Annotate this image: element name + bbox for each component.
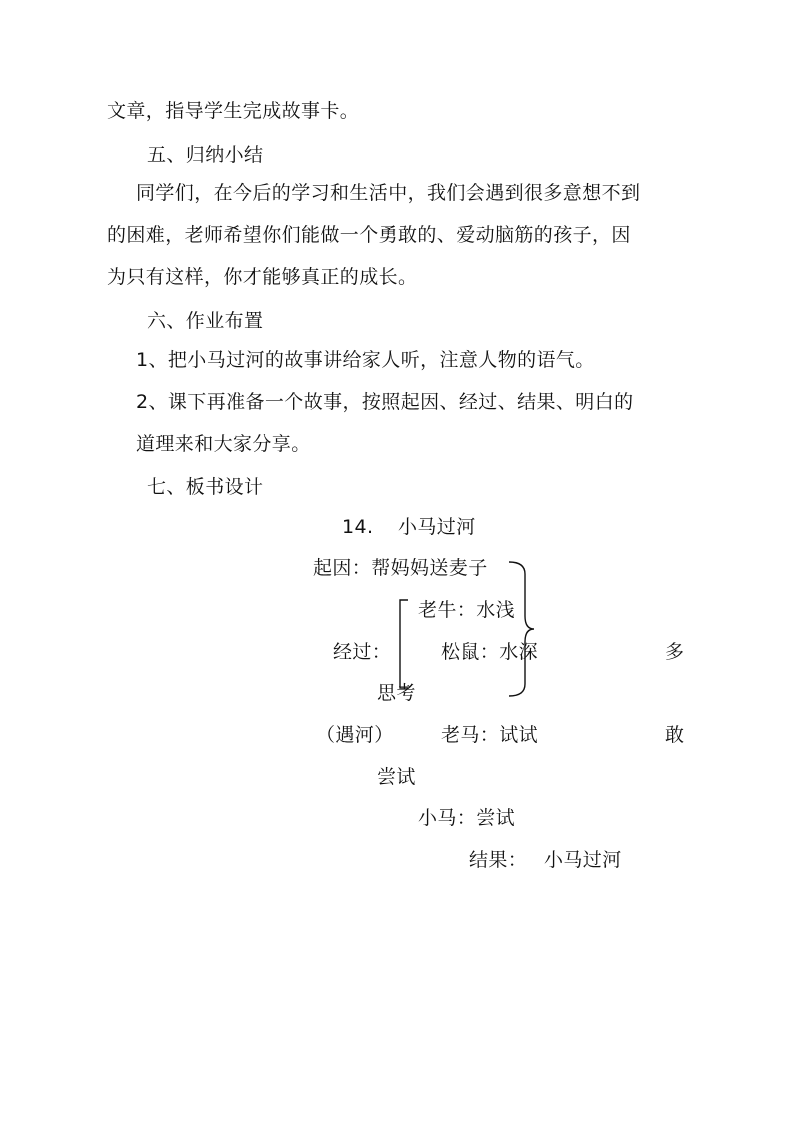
board-process-label: 经过： bbox=[333, 641, 392, 663]
board-gan: 敢 bbox=[665, 724, 685, 746]
section-heading-board-design: 七、板书设计 bbox=[147, 476, 264, 498]
board-cause: 起因：帮妈妈送麦子 bbox=[313, 557, 488, 579]
left-bracket bbox=[396, 598, 410, 690]
board-old-horse: 老马：试试 bbox=[441, 724, 539, 746]
board-sikao: 思考 bbox=[377, 682, 416, 704]
board-squirrel: 松鼠：水深 bbox=[441, 641, 539, 663]
summary-line-2: 的困难，老师希望你们能做一个勇敢的、爱动脑筋的孩子，因 bbox=[107, 224, 631, 246]
section-heading-summary: 五、归纳小结 bbox=[147, 144, 264, 166]
summary-line-1: 同学们，在今后的学习和生活中，我们会遇到很多意想不到 bbox=[136, 182, 641, 204]
board-old-ox: 老牛：水浅 bbox=[418, 599, 516, 621]
summary-line-3: 为只有这样，你才能够真正的成长。 bbox=[107, 266, 418, 288]
paragraph-continuation: 文章，指导学生完成故事卡。 bbox=[107, 100, 360, 122]
right-curly-brace bbox=[506, 560, 536, 698]
section-heading-homework: 六、作业布置 bbox=[147, 310, 264, 332]
homework-item-2-line-1: 2、课下再准备一个故事，按照起因、经过、结果、明白的 bbox=[136, 391, 634, 413]
board-result-text: 小马过河 bbox=[544, 849, 622, 871]
board-duo: 多 bbox=[665, 641, 685, 663]
board-encounter-river: （遇河） bbox=[316, 724, 394, 746]
board-title: 小马过河 bbox=[398, 516, 476, 538]
board-title-number: 14. bbox=[342, 516, 374, 538]
homework-item-2-line-2: 道理来和大家分享。 bbox=[136, 433, 311, 455]
board-pony: 小马：尝试 bbox=[418, 807, 516, 829]
homework-item-1: 1、把小马过河的故事讲给家人听，注意人物的语气。 bbox=[136, 349, 595, 371]
board-result-label: 结果： bbox=[469, 849, 528, 871]
board-changshi: 尝试 bbox=[377, 766, 416, 788]
